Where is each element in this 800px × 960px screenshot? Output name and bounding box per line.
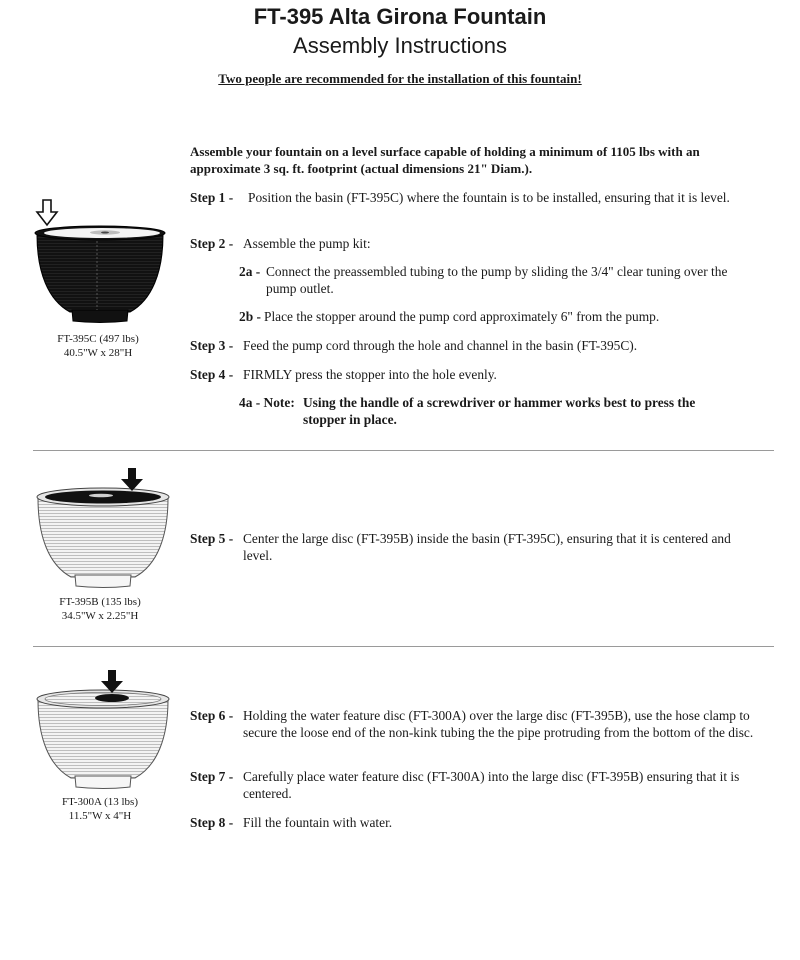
step-text: Using the handle of a screwdriver or hammer works best to press the stopper in place. — [303, 395, 696, 427]
step-label: Step 1 - — [190, 190, 234, 205]
step-text: Connect the preassembled tubing to the pump by sliding the 3/4" clear tuning over the pump outlet. — [266, 264, 728, 296]
part-weight: FT-300A (13 lbs) — [62, 796, 138, 808]
step-8 — [190, 814, 750, 831]
step-1 — [190, 189, 750, 206]
step-6 — [190, 707, 760, 741]
step-label: Step 4 - — [190, 367, 234, 382]
step-5 — [190, 530, 760, 564]
step-4a-note — [239, 394, 739, 428]
step-7 — [190, 768, 765, 802]
document-subtitle: Assembly Instructions — [293, 33, 507, 58]
part-dimensions: 34.5"W x 2.25"H — [61, 610, 139, 622]
step-2 — [190, 235, 750, 252]
part-weight: FT-395C (497 lbs) — [57, 333, 139, 345]
step-label: 4a - Note: — [239, 395, 295, 410]
step-2a — [239, 263, 759, 297]
step-label: Step 3 - — [190, 338, 234, 353]
figure-caption-ft-395c — [28, 332, 168, 360]
step-label: Step 5 - — [190, 531, 234, 546]
step-label: Step 7 - — [190, 769, 234, 784]
figure-caption-ft-300a — [30, 795, 170, 823]
placement-arrow-icon — [121, 468, 143, 491]
document-title: FT-395 Alta Girona Fountain — [253, 4, 547, 29]
step-label: 2b - — [239, 309, 261, 324]
step-text: Place the stopper around the pump cord approximately 6" from the pump. — [264, 309, 660, 324]
step-text: Position the basin (FT-395C) where the fountain is to be installed, ensuring that it is level. — [248, 190, 730, 205]
step-text: Assemble the pump kit: — [243, 236, 371, 251]
surface-requirements: Assemble your fountain on a level surface capable of holding a minimum of 1105 lbs with an approximate 3 sq. ft. footprint (actual dimensions 21" Diam.). — [190, 144, 700, 176]
part-weight: FT-395B (135 lbs) — [59, 596, 141, 608]
step-text: FIRMLY press the stopper into the hole evenly. — [243, 367, 497, 382]
section-divider — [33, 450, 774, 451]
step-2b — [239, 308, 759, 325]
step-label: Step 2 - — [190, 236, 234, 251]
figure-caption-ft-395b — [30, 595, 170, 623]
step-3 — [190, 337, 750, 354]
step-label: Step 6 - — [190, 708, 234, 723]
basin-ft-395c-illustration — [30, 200, 170, 330]
step-label: 2a - — [239, 264, 261, 279]
part-dimensions: 11.5"W x 4"H — [68, 810, 132, 822]
step-text: Feed the pump cord through the hole and channel in the basin (FT-395C). — [243, 338, 638, 353]
step-text: Fill the fountain with water. — [243, 815, 393, 830]
water-feature-disc-ft-300a-illustration — [33, 668, 173, 798]
installation-warning: Two people are recommended for the installation of this fountain! — [218, 71, 582, 86]
section-divider — [33, 646, 774, 647]
placement-arrow-outline-icon — [37, 200, 57, 225]
step-text: Holding the water feature disc (FT-300A) over the large disc (FT-395B), use the hose clamp to secure the loose end of the non-kink tubing the the pipe protruding from the bottom of the disc. — [243, 708, 754, 740]
step-text: Carefully place water feature disc (FT-300A) into the large disc (FT-395B) ensuring that it is centered. — [243, 769, 740, 801]
step-label: Step 8 - — [190, 815, 234, 830]
large-disc-ft-395b-illustration — [33, 467, 173, 597]
step-text: Center the large disc (FT-395B) inside the basin (FT-395C), ensuring that it is centered and level. — [243, 531, 731, 563]
step-4 — [190, 366, 750, 383]
part-dimensions: 40.5"W x 28"H — [63, 347, 133, 359]
